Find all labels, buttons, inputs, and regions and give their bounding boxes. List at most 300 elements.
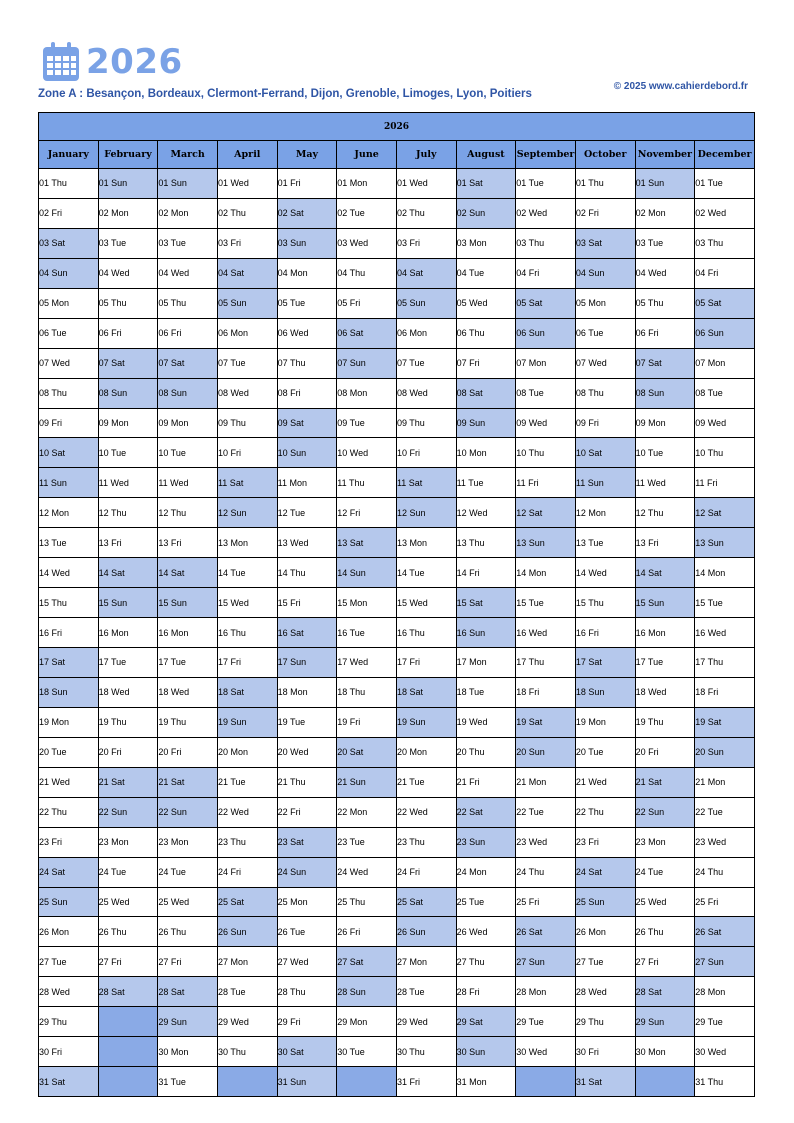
day-cell: 06 Mon: [217, 318, 277, 348]
day-cell: 09 Sat: [277, 408, 337, 438]
day-cell: 27 Sun: [695, 947, 755, 977]
day-cell: 26 Thu: [158, 917, 218, 947]
day-cell: 11 Sun: [39, 468, 99, 498]
day-cell: 08 Wed: [217, 378, 277, 408]
day-cell: 20 Sun: [516, 737, 576, 767]
day-cell: 22 Thu: [39, 797, 99, 827]
day-cell: 23 Sun: [456, 827, 516, 857]
day-cell: 08 Sun: [98, 378, 158, 408]
day-cell: 22 Sun: [98, 797, 158, 827]
day-cell: 23 Wed: [516, 827, 576, 857]
day-cell: 02 Thu: [217, 198, 277, 228]
day-cell: 16 Fri: [575, 618, 635, 648]
day-cell: 18 Sat: [396, 677, 456, 707]
day-cell: 05 Fri: [337, 288, 397, 318]
day-cell: 06 Mon: [396, 318, 456, 348]
day-cell: 14 Wed: [575, 558, 635, 588]
empty-cell: [98, 1067, 158, 1097]
day-cell: 30 Thu: [217, 1037, 277, 1067]
day-cell: 04 Sat: [217, 258, 277, 288]
day-cell: 02 Thu: [396, 198, 456, 228]
month-header-august: August: [456, 141, 516, 169]
day-cell: 27 Fri: [98, 947, 158, 977]
day-cell: 18 Fri: [695, 677, 755, 707]
day-cell: 13 Sat: [337, 528, 397, 558]
day-cell: 18 Sat: [217, 677, 277, 707]
day-cell: 10 Sat: [575, 438, 635, 468]
month-header-march: March: [158, 141, 218, 169]
day-cell: 07 Wed: [39, 348, 99, 378]
table-row: [39, 228, 755, 258]
day-cell: 08 Sun: [158, 378, 218, 408]
day-cell: 04 Wed: [635, 258, 695, 288]
day-cell: 09 Wed: [516, 408, 576, 438]
day-cell: 24 Thu: [516, 857, 576, 887]
day-cell: 25 Wed: [158, 887, 218, 917]
day-cell: 19 Thu: [158, 707, 218, 737]
day-cell: 19 Mon: [39, 707, 99, 737]
day-cell: 20 Mon: [396, 737, 456, 767]
day-cell: 18 Sun: [575, 677, 635, 707]
day-cell: 18 Wed: [158, 677, 218, 707]
day-cell: 14 Mon: [516, 558, 576, 588]
day-cell: 29 Thu: [575, 1007, 635, 1037]
day-cell: 23 Wed: [695, 827, 755, 857]
day-cell: 26 Wed: [456, 917, 516, 947]
table-row: [39, 707, 755, 737]
day-cell: 03 Thu: [695, 228, 755, 258]
day-cell: 09 Wed: [695, 408, 755, 438]
table-row: [39, 1037, 755, 1067]
day-cell: 17 Wed: [337, 648, 397, 678]
day-cell: 03 Mon: [456, 228, 516, 258]
day-cell: 23 Thu: [217, 827, 277, 857]
day-cell: 14 Sat: [158, 558, 218, 588]
day-cell: 25 Wed: [98, 887, 158, 917]
day-cell: 28 Thu: [277, 977, 337, 1007]
day-cell: 14 Tue: [396, 558, 456, 588]
table-row: [39, 917, 755, 947]
day-cell: 20 Tue: [575, 737, 635, 767]
day-cell: 24 Sun: [277, 857, 337, 887]
day-cell: 26 Sun: [217, 917, 277, 947]
table-row: [39, 318, 755, 348]
day-cell: 16 Tue: [337, 618, 397, 648]
day-cell: 03 Sun: [277, 228, 337, 258]
day-cell: 02 Sun: [456, 198, 516, 228]
day-cell: 07 Thu: [277, 348, 337, 378]
day-cell: 10 Tue: [98, 438, 158, 468]
day-cell: 03 Wed: [337, 228, 397, 258]
day-cell: 21 Wed: [575, 767, 635, 797]
day-cell: 01 Thu: [575, 169, 635, 199]
day-cell: 11 Sun: [575, 468, 635, 498]
day-cell: 20 Mon: [217, 737, 277, 767]
day-cell: 28 Fri: [456, 977, 516, 1007]
day-cell: 30 Wed: [516, 1037, 576, 1067]
day-cell: 31 Sun: [277, 1067, 337, 1097]
day-cell: 06 Tue: [39, 318, 99, 348]
day-cell: 21 Fri: [456, 767, 516, 797]
day-cell: 21 Sat: [98, 767, 158, 797]
day-cell: 10 Thu: [695, 438, 755, 468]
day-cell: 01 Sat: [456, 169, 516, 199]
day-cell: 23 Tue: [337, 827, 397, 857]
table-row: [39, 947, 755, 977]
day-cell: 27 Wed: [277, 947, 337, 977]
day-cell: 07 Mon: [695, 348, 755, 378]
day-cell: 11 Sat: [396, 468, 456, 498]
day-cell: 16 Thu: [217, 618, 277, 648]
day-cell: 04 Wed: [158, 258, 218, 288]
day-cell: 22 Sun: [635, 797, 695, 827]
day-cell: 28 Mon: [516, 977, 576, 1007]
day-cell: 23 Sat: [277, 827, 337, 857]
day-cell: 24 Thu: [695, 857, 755, 887]
day-cell: 18 Mon: [277, 677, 337, 707]
day-cell: 13 Sun: [695, 528, 755, 558]
day-cell: 15 Sun: [158, 588, 218, 618]
day-cell: 14 Sat: [98, 558, 158, 588]
day-cell: 29 Sun: [158, 1007, 218, 1037]
day-cell: 04 Mon: [277, 258, 337, 288]
day-cell: 27 Sun: [516, 947, 576, 977]
day-cell: 19 Mon: [575, 707, 635, 737]
day-cell: 13 Fri: [98, 528, 158, 558]
day-cell: 06 Sat: [337, 318, 397, 348]
day-cell: 16 Mon: [635, 618, 695, 648]
day-cell: 04 Wed: [98, 258, 158, 288]
day-cell: 09 Mon: [158, 408, 218, 438]
day-cell: 17 Fri: [396, 648, 456, 678]
day-cell: 21 Tue: [396, 767, 456, 797]
day-cell: 14 Fri: [456, 558, 516, 588]
day-cell: 30 Mon: [635, 1037, 695, 1067]
day-cell: 21 Mon: [695, 767, 755, 797]
calendar-icon: [42, 42, 80, 82]
day-cell: 09 Thu: [217, 408, 277, 438]
day-cell: 18 Wed: [98, 677, 158, 707]
day-cell: 12 Fri: [337, 498, 397, 528]
day-cell: 05 Sun: [217, 288, 277, 318]
day-cell: 30 Mon: [158, 1037, 218, 1067]
day-cell: 31 Sat: [575, 1067, 635, 1097]
day-cell: 17 Sun: [277, 648, 337, 678]
day-cell: 07 Sat: [98, 348, 158, 378]
day-cell: 29 Tue: [695, 1007, 755, 1037]
day-cell: 12 Sun: [396, 498, 456, 528]
day-cell: 10 Wed: [337, 438, 397, 468]
day-cell: 06 Tue: [575, 318, 635, 348]
empty-cell: [337, 1067, 397, 1097]
day-cell: 15 Wed: [217, 588, 277, 618]
day-cell: 08 Mon: [337, 378, 397, 408]
day-cell: 16 Sat: [277, 618, 337, 648]
day-cell: 12 Sat: [516, 498, 576, 528]
table-row: [39, 528, 755, 558]
day-cell: 13 Thu: [456, 528, 516, 558]
day-cell: 15 Mon: [337, 588, 397, 618]
day-cell: 05 Wed: [456, 288, 516, 318]
day-cell: 07 Sun: [337, 348, 397, 378]
day-cell: 07 Sat: [635, 348, 695, 378]
table-row: [39, 408, 755, 438]
day-cell: 20 Sun: [695, 737, 755, 767]
day-cell: 27 Tue: [575, 947, 635, 977]
day-cell: 25 Fri: [695, 887, 755, 917]
day-cell: 24 Fri: [396, 857, 456, 887]
month-header-january: January: [39, 141, 99, 169]
empty-cell: [98, 1037, 158, 1067]
day-cell: 04 Thu: [337, 258, 397, 288]
empty-cell: [217, 1067, 277, 1097]
month-header-july: July: [396, 141, 456, 169]
day-cell: 01 Fri: [277, 169, 337, 199]
day-cell: 24 Fri: [217, 857, 277, 887]
day-cell: 22 Tue: [695, 797, 755, 827]
day-cell: 06 Sun: [695, 318, 755, 348]
calendar-body: [39, 169, 755, 1097]
day-cell: 22 Thu: [575, 797, 635, 827]
day-cell: 18 Thu: [337, 677, 397, 707]
table-row: [39, 498, 755, 528]
day-cell: 05 Mon: [39, 288, 99, 318]
day-cell: 10 Fri: [396, 438, 456, 468]
day-cell: 25 Tue: [456, 887, 516, 917]
day-cell: 24 Mon: [456, 857, 516, 887]
table-row: [39, 737, 755, 767]
day-cell: 09 Mon: [635, 408, 695, 438]
day-cell: 24 Wed: [337, 857, 397, 887]
day-cell: 12 Mon: [39, 498, 99, 528]
day-cell: 16 Thu: [396, 618, 456, 648]
day-cell: 15 Thu: [39, 588, 99, 618]
day-cell: 25 Sat: [217, 887, 277, 917]
day-cell: 12 Thu: [158, 498, 218, 528]
day-cell: 02 Mon: [158, 198, 218, 228]
day-cell: 10 Tue: [158, 438, 218, 468]
day-cell: 15 Sat: [456, 588, 516, 618]
day-cell: 07 Tue: [396, 348, 456, 378]
day-cell: 31 Tue: [158, 1067, 218, 1097]
table-row: [39, 558, 755, 588]
day-cell: 05 Thu: [158, 288, 218, 318]
day-cell: 19 Fri: [337, 707, 397, 737]
day-cell: 17 Fri: [217, 648, 277, 678]
month-header-october: October: [575, 141, 635, 169]
table-row: [39, 677, 755, 707]
day-cell: 11 Wed: [158, 468, 218, 498]
day-cell: 04 Fri: [695, 258, 755, 288]
day-cell: 07 Tue: [217, 348, 277, 378]
day-cell: 23 Thu: [396, 827, 456, 857]
day-cell: 05 Tue: [277, 288, 337, 318]
day-cell: 11 Mon: [277, 468, 337, 498]
day-cell: 19 Sun: [217, 707, 277, 737]
day-cell: 10 Mon: [456, 438, 516, 468]
day-cell: 02 Mon: [98, 198, 158, 228]
day-cell: 24 Tue: [158, 857, 218, 887]
day-cell: 30 Fri: [575, 1037, 635, 1067]
day-cell: 10 Tue: [635, 438, 695, 468]
day-cell: 13 Mon: [396, 528, 456, 558]
page-title: 2026: [86, 42, 183, 82]
day-cell: 17 Sat: [39, 648, 99, 678]
table-row: [39, 977, 755, 1007]
day-cell: 19 Wed: [456, 707, 516, 737]
month-header-december: December: [695, 141, 755, 169]
table-row: [39, 618, 755, 648]
day-cell: 15 Sun: [98, 588, 158, 618]
day-cell: 20 Tue: [39, 737, 99, 767]
day-cell: 12 Thu: [98, 498, 158, 528]
day-cell: 12 Sun: [217, 498, 277, 528]
day-cell: 08 Sun: [635, 378, 695, 408]
day-cell: 02 Wed: [695, 198, 755, 228]
day-cell: 02 Tue: [337, 198, 397, 228]
day-cell: 30 Sun: [456, 1037, 516, 1067]
day-cell: 20 Fri: [635, 737, 695, 767]
day-cell: 03 Sat: [575, 228, 635, 258]
table-row: [39, 588, 755, 618]
day-cell: 08 Thu: [39, 378, 99, 408]
day-cell: 22 Tue: [516, 797, 576, 827]
day-cell: 14 Mon: [695, 558, 755, 588]
day-cell: 03 Tue: [635, 228, 695, 258]
table-row: [39, 198, 755, 228]
table-row: [39, 857, 755, 887]
day-cell: 12 Mon: [575, 498, 635, 528]
page-header: [38, 40, 754, 110]
day-cell: 26 Fri: [337, 917, 397, 947]
day-cell: 28 Tue: [217, 977, 277, 1007]
day-cell: 11 Fri: [695, 468, 755, 498]
day-cell: 06 Thu: [456, 318, 516, 348]
day-cell: 29 Sun: [635, 1007, 695, 1037]
day-cell: 06 Sun: [516, 318, 576, 348]
day-cell: 26 Thu: [98, 917, 158, 947]
day-cell: 09 Sun: [456, 408, 516, 438]
day-cell: 11 Tue: [456, 468, 516, 498]
day-cell: 15 Fri: [277, 588, 337, 618]
table-row: [39, 767, 755, 797]
day-cell: 13 Mon: [217, 528, 277, 558]
day-cell: 29 Wed: [217, 1007, 277, 1037]
day-cell: 16 Wed: [516, 618, 576, 648]
table-row: [39, 648, 755, 678]
day-cell: 04 Sun: [39, 258, 99, 288]
day-cell: 31 Fri: [396, 1067, 456, 1097]
day-cell: 06 Fri: [158, 318, 218, 348]
day-cell: 04 Fri: [516, 258, 576, 288]
day-cell: 30 Tue: [337, 1037, 397, 1067]
day-cell: 11 Sat: [217, 468, 277, 498]
day-cell: 10 Sun: [277, 438, 337, 468]
day-cell: 09 Fri: [39, 408, 99, 438]
day-cell: 30 Thu: [396, 1037, 456, 1067]
day-cell: 27 Fri: [635, 947, 695, 977]
day-cell: 21 Thu: [277, 767, 337, 797]
day-cell: 15 Thu: [575, 588, 635, 618]
day-cell: 19 Sat: [516, 707, 576, 737]
day-cell: 13 Fri: [158, 528, 218, 558]
day-cell: 01 Sun: [635, 169, 695, 199]
day-cell: 29 Wed: [396, 1007, 456, 1037]
table-row: [39, 258, 755, 288]
day-cell: 22 Wed: [396, 797, 456, 827]
day-cell: 25 Fri: [516, 887, 576, 917]
day-cell: 02 Wed: [516, 198, 576, 228]
day-cell: 03 Fri: [217, 228, 277, 258]
day-cell: 21 Wed: [39, 767, 99, 797]
day-cell: 29 Thu: [39, 1007, 99, 1037]
day-cell: 03 Tue: [158, 228, 218, 258]
day-cell: 19 Sat: [695, 707, 755, 737]
table-row: [39, 1067, 755, 1097]
day-cell: 01 Wed: [217, 169, 277, 199]
day-cell: 07 Wed: [575, 348, 635, 378]
day-cell: 01 Tue: [516, 169, 576, 199]
day-cell: 20 Sat: [337, 737, 397, 767]
day-cell: 12 Wed: [456, 498, 516, 528]
day-cell: 15 Wed: [396, 588, 456, 618]
day-cell: 14 Sat: [635, 558, 695, 588]
day-cell: 13 Wed: [277, 528, 337, 558]
day-cell: 09 Fri: [575, 408, 635, 438]
day-cell: 16 Mon: [98, 618, 158, 648]
day-cell: 27 Fri: [158, 947, 218, 977]
day-cell: 12 Sat: [695, 498, 755, 528]
day-cell: 16 Fri: [39, 618, 99, 648]
day-cell: 23 Fri: [575, 827, 635, 857]
day-cell: 03 Sat: [39, 228, 99, 258]
day-cell: 08 Thu: [575, 378, 635, 408]
day-cell: 29 Fri: [277, 1007, 337, 1037]
day-cell: 24 Tue: [635, 857, 695, 887]
day-cell: 01 Tue: [695, 169, 755, 199]
day-cell: 04 Tue: [456, 258, 516, 288]
day-cell: 22 Sat: [456, 797, 516, 827]
day-cell: 18 Fri: [516, 677, 576, 707]
day-cell: 14 Sun: [337, 558, 397, 588]
day-cell: 13 Tue: [39, 528, 99, 558]
day-cell: 01 Sun: [98, 169, 158, 199]
day-cell: 27 Thu: [456, 947, 516, 977]
day-cell: 20 Thu: [456, 737, 516, 767]
day-cell: 28 Tue: [396, 977, 456, 1007]
table-row: [39, 378, 755, 408]
calendar-table: [38, 112, 755, 1097]
day-cell: 29 Sat: [456, 1007, 516, 1037]
day-cell: 28 Sat: [98, 977, 158, 1007]
day-cell: 27 Mon: [217, 947, 277, 977]
day-cell: 05 Sat: [516, 288, 576, 318]
day-cell: 02 Fri: [39, 198, 99, 228]
day-cell: 08 Sat: [456, 378, 516, 408]
day-cell: 22 Fri: [277, 797, 337, 827]
day-cell: 24 Tue: [98, 857, 158, 887]
copyright-link[interactable]: © 2025 www.cahierdebord.fr: [613, 81, 748, 92]
day-cell: 13 Fri: [635, 528, 695, 558]
day-cell: 20 Fri: [158, 737, 218, 767]
day-cell: 05 Sun: [396, 288, 456, 318]
day-cell: 26 Sat: [695, 917, 755, 947]
table-row: [39, 288, 755, 318]
day-cell: 02 Fri: [575, 198, 635, 228]
day-cell: 17 Thu: [695, 648, 755, 678]
day-cell: 08 Wed: [396, 378, 456, 408]
day-cell: 19 Thu: [635, 707, 695, 737]
